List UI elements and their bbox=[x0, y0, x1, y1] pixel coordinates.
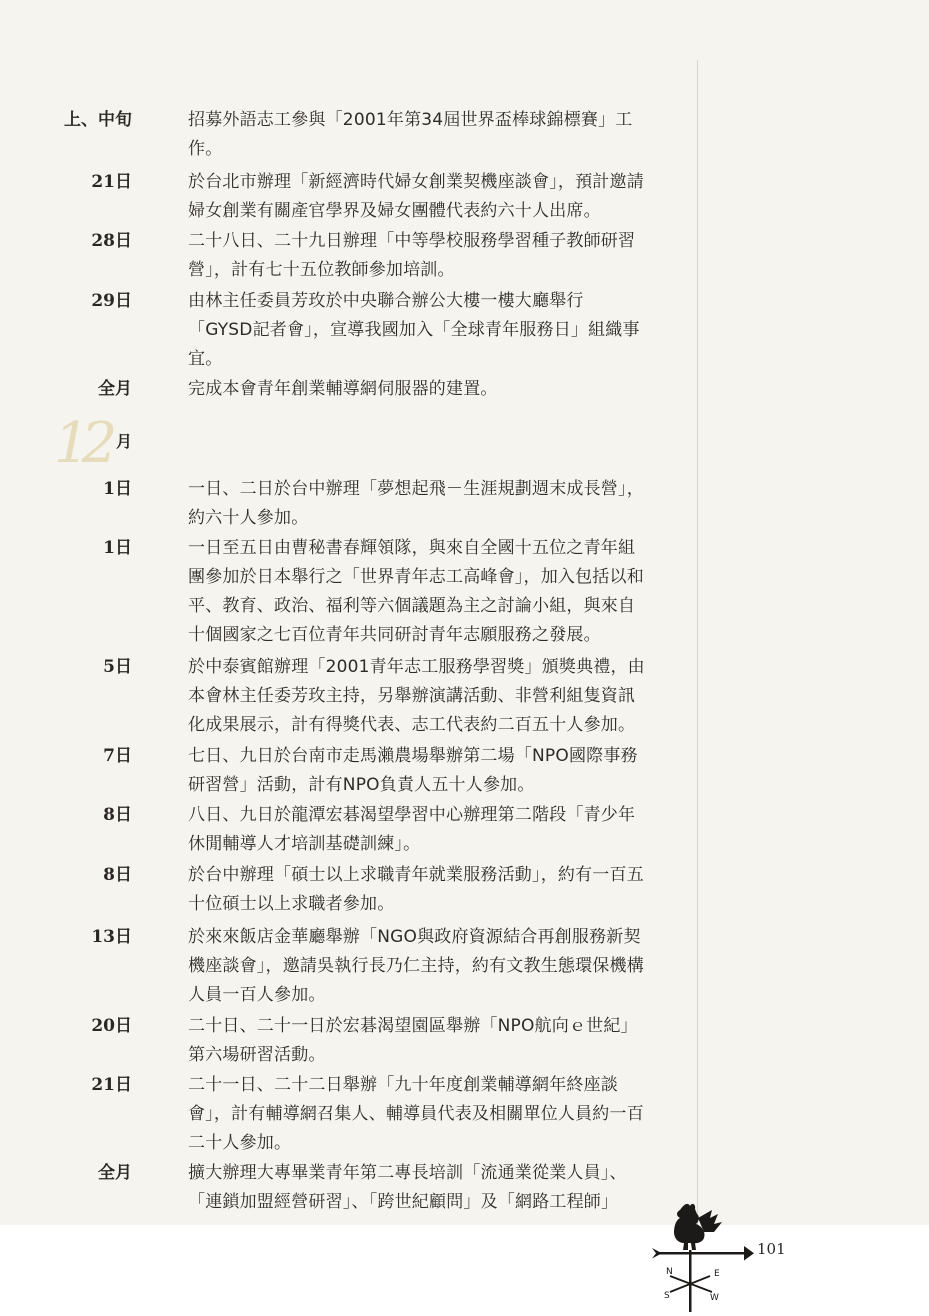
entry-text-line: 化成果展示，計有得獎代表、志工代表約二百五十人參加。 bbox=[188, 715, 636, 735]
entry-date: 29日 bbox=[91, 291, 132, 311]
entry-text-line: 完成本會青年創業輔導網伺服器的建置。 bbox=[188, 379, 498, 399]
entry-text-line: 婦女創業有關產官學界及婦女團體代表約六十人出席。 bbox=[188, 201, 601, 221]
entry-date: 上、中旬 bbox=[64, 110, 132, 130]
entry-text-line: 招募外語志工參與「2001年第34屆世界盃棒球錦標賽」工 bbox=[188, 110, 633, 130]
rooster-weathervane-icon bbox=[640, 1196, 755, 1316]
month-word: 月 bbox=[116, 432, 133, 451]
entry-text-line: 二十一日、二十二日舉辦「九十年度創業輔導網年終座談 bbox=[188, 1075, 618, 1095]
entry-date: 1日 bbox=[103, 479, 132, 499]
entry-date: 20日 bbox=[91, 1016, 132, 1036]
entry-text-line: 於中泰賓館辦理「2001青年志工服務學習獎」頒獎典禮，由 bbox=[188, 657, 645, 677]
entry-date: 1日 bbox=[103, 538, 132, 558]
entry-text-line: 營」，計有七十五位教師參加培訓。 bbox=[188, 260, 455, 280]
entry-text-line: 會」，計有輔導網召集人、輔導員代表及相關單位人員約一百 bbox=[188, 1104, 644, 1124]
entry-text-line: 八日、九日於龍潭宏碁渴望學習中心辦理第二階段「青少年 bbox=[188, 805, 636, 825]
entry-date: 13日 bbox=[91, 927, 132, 947]
compass-letter: N bbox=[666, 1267, 673, 1277]
entry-date: 7日 bbox=[103, 746, 132, 766]
entry-text-line: 二十日、二十一日於宏碁渴望園區舉辦「NPO航向ｅ世紀」 bbox=[188, 1016, 638, 1036]
entry-text-line: 「GYSD記者會」，宣導我國加入「全球青年服務日」組織事 bbox=[188, 320, 640, 340]
entry-text-line: 機座談會」，邀請吳執行長乃仁主持，約有文教生態環保機構 bbox=[188, 956, 644, 976]
entry-text-line: 於台中辦理「碩士以上求職青年就業服務活動」，約有一百五 bbox=[188, 865, 644, 885]
entry-text-line: 研習營」活動，計有NPO負責人五十人參加。 bbox=[188, 775, 535, 795]
entry-text-line: 宜。 bbox=[188, 349, 223, 369]
entry-date: 21日 bbox=[91, 1075, 132, 1095]
entry-text-line: 第六場研習活動。 bbox=[188, 1045, 326, 1065]
entry-text-line: 「連鎖加盟經營研習」、「跨世紀顧問」及「網路工程師」 bbox=[188, 1192, 619, 1212]
entry-text-line: 一日、二日於台中辦理「夢想起飛－生涯規劃週末成長營」， bbox=[188, 479, 644, 499]
entry-text-line: 休閒輔導人才培訓基礎訓練」。 bbox=[188, 834, 421, 854]
entry-text-line: 十位碩士以上求職者參加。 bbox=[188, 894, 395, 914]
entry-text-line: 十個國家之七百位青年共同研討青年志願服務之發展。 bbox=[188, 625, 601, 645]
entry-date: 8日 bbox=[103, 865, 132, 885]
entry-text-line: 平、教育、政治、福利等六個議題為主之討論小組，與來自 bbox=[188, 596, 636, 616]
entry-text-line: 七日、九日於台南市走馬瀨農場舉辦第二場「NPO國際事務 bbox=[188, 746, 638, 766]
entry-date: 21日 bbox=[91, 172, 132, 192]
month-numeral: 12 bbox=[54, 411, 110, 476]
entry-text-line: 一日至五日由曹秘書春輝領隊，與來自全國十五位之青年組 bbox=[188, 538, 636, 558]
entry-date: 8日 bbox=[103, 805, 132, 825]
entry-date: 5日 bbox=[103, 657, 132, 677]
entry-text-line: 於來來飯店金華廳舉辦「NGO與政府資源結合再創服務新契 bbox=[188, 927, 641, 947]
compass-letter: S bbox=[664, 1291, 670, 1301]
entry-text-line: 約六十人參加。 bbox=[188, 508, 309, 528]
page-number: 101 bbox=[757, 1240, 786, 1258]
month-heading bbox=[52, 411, 142, 476]
entry-date: 28日 bbox=[91, 231, 132, 251]
entry-text-line: 擴大辦理大專畢業青年第二專長培訓「流通業從業人員」、 bbox=[188, 1163, 627, 1183]
entry-date: 全月 bbox=[98, 379, 132, 399]
compass-letter: W bbox=[710, 1293, 719, 1303]
entry-text-line: 於台北市辦理「新經濟時代婦女創業契機座談會」，預計邀請 bbox=[188, 172, 644, 192]
entry-text-line: 作。 bbox=[188, 139, 223, 159]
compass-letter: E bbox=[714, 1269, 720, 1279]
entry-text-line: 團參加於日本舉行之「世界青年志工高峰會」，加入包括以和 bbox=[188, 567, 644, 587]
entry-text-line: 本會林主任委芳玫主持，另舉辦演講活動、非營利組隻資訊 bbox=[188, 686, 636, 706]
entry-text-line: 由林主任委員芳玫於中央聯合辦公大樓一樓大廳舉行 bbox=[188, 291, 584, 311]
entry-text-line: 人員一百人參加。 bbox=[188, 985, 326, 1005]
entry-date: 全月 bbox=[98, 1163, 132, 1183]
entry-text-line: 二十八日、二十九日辦理「中等學校服務學習種子教師研習 bbox=[188, 231, 636, 251]
entry-text-line: 二十人參加。 bbox=[188, 1133, 292, 1153]
